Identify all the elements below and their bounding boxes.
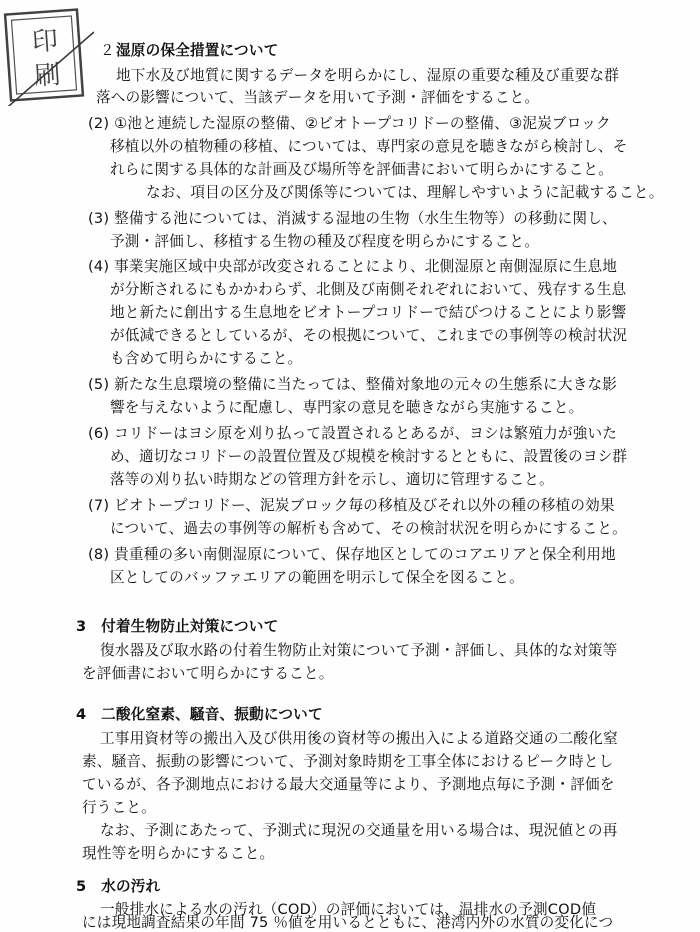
paragraph-line: (4) 事業実施区域中央部が改変されることにより、北側湿原と南側湿原に生息地: [88, 258, 618, 275]
paragraph-line: 落への影響について、当該データを用いて予測・評価をすること。: [96, 89, 540, 106]
paragraph-line: なお、予測にあたって、予測式に現況の交通量を用いる場合は、現況値との再: [100, 822, 618, 839]
paragraph-line: (3) 整備する池については、消滅する湿地の生物（水生生物等）の移動に関し、: [88, 210, 617, 227]
paragraph-line: (5) 新たな生息環境の整備に当たっては、整備対象地の元々の生態系に大きな影: [88, 376, 618, 393]
paragraph-line: 区としてのバッファエリアの範囲を明示して保全を図ること。: [110, 569, 524, 586]
paragraph-line: れらに関する具体的な計画及び場所等を評価書において明らかにすること。: [110, 161, 613, 178]
paragraph-line: 移植以外の植物種の移植、については、専門家の意見を聴きながら検討し、そ: [110, 138, 628, 155]
section-heading-3: 3 付着生物防止対策について: [76, 618, 279, 635]
paragraph-line: 工事用資材等の搬出入及び供用後の資材等の搬出入による道路交通の二酸化窒: [100, 730, 618, 747]
svg-text:印: 印: [31, 26, 60, 58]
section-heading-wetland: 湿原の保全措置について: [116, 42, 279, 59]
section-heading-4: 4 二酸化窒素、騒音、振動について: [76, 706, 323, 723]
paragraph-line: 復水器及び取水路の付着生物防止対策について予測・評価し、具体的な対策等: [100, 642, 618, 659]
section-heading-5: 5 水の汚れ: [76, 878, 161, 895]
paragraph-line: 行うこと。: [82, 799, 156, 816]
paragraph-line: も含めて明らかにすること。: [110, 350, 303, 367]
paragraph-line: が分断されるにもかかわらず、北側及び南側それぞれにおいて、残存する生息: [110, 281, 627, 298]
paragraph-line: 素、騒音、振動の影響について、予測対象時期を工事全体におけるピーク時とし: [82, 753, 614, 770]
section-number-1: ２: [100, 42, 115, 59]
paragraph-line: について、過去の事例等の解析も含めて、その検討状況を明らかにすること。: [110, 520, 627, 537]
paragraph-line: (7) ビオトープコリドー、泥炭ブロック毎の移植及びそれ以外の種の移植の効果: [88, 497, 615, 514]
paragraph-line: 現性等を明らかにすること。: [82, 845, 275, 862]
paragraph-line: (6) コリドーはヨシ原を刈り払って設置されるとあるが、ヨシは繁殖力が強いた: [88, 425, 618, 442]
paragraph-line: 響を与えないように配慮し、専門家の意見を聴きながら実施すること。: [110, 399, 584, 416]
paragraph-line: 一般排水による水の汚れ（COD）の評価においては、温排水の予測COD値: [100, 901, 597, 918]
paragraph-line: 地と新たに創出する生息地をビオトープコリドーで結びつけることにより影響: [110, 304, 627, 321]
paragraph-line: 落等の刈り払い時期などの管理方針を示し、適切に管理すること。: [110, 471, 554, 488]
paragraph-line: め、適切なコリドーの設置位置及び規模を検討するとともに、設置後のヨシ群: [110, 448, 628, 465]
paragraph-line: なお、項目の区分及び関係等については、理解しやすいように記載すること。: [146, 184, 664, 201]
paragraph-line: が低減できるとしているが、その根拠について、これまでの事例等の検討状況: [110, 327, 628, 344]
paragraph-line: ているが、各予測地点における最大交通量等により、予測地点毎に予測・評価を: [82, 776, 615, 793]
paragraph-line: 地下水及び地質に関するデータを明らかにし、湿原の重要な種及び重要な群: [116, 67, 619, 84]
paragraph-line: (2) ①池と連続した湿原の整備、②ビオトープコリドーの整備、③泥炭ブロック: [88, 115, 611, 132]
svg-text:刷: 刷: [33, 59, 62, 92]
paragraph-line: を評価書において明らかにすること。: [82, 665, 334, 682]
paragraph-line: には現地調査結果の年間 75 ％値を用いるとともに、港湾内外の水質の変化につ: [82, 914, 614, 931]
seal-stamp: [2, 2, 94, 106]
paragraph-line: (8) 貴重種の多い南側湿原について、保存地区としてのコアエリアと保全利用地: [88, 546, 616, 563]
paragraph-line: 予測・評価し、移植する生物の種及び程度を明らかにすること。: [110, 233, 540, 250]
